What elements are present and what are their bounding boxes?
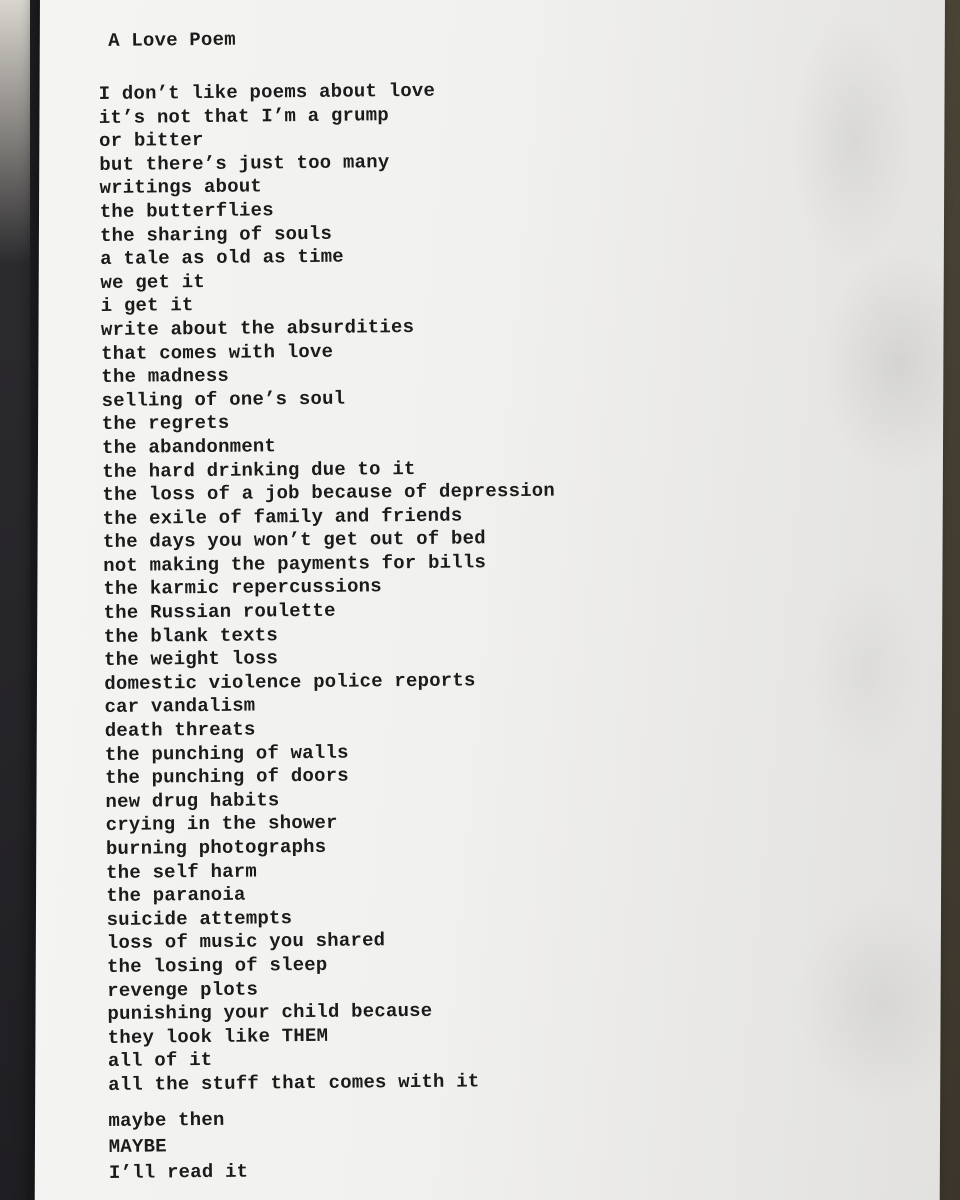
poem-line: they look like THEM <box>107 1024 329 1049</box>
poem-line: the karmic repercussions <box>103 575 382 601</box>
poem-line: crying in the shower <box>105 812 338 837</box>
poem-line: that comes with love <box>101 340 334 365</box>
poem-line: suicide attempts <box>106 906 293 931</box>
poem-line: the paranoia <box>106 883 246 908</box>
poem-ending-line: maybe then <box>108 1108 225 1132</box>
poem-line: domestic violence police reports <box>104 669 476 695</box>
poem-line: the hard drinking due to it <box>102 457 416 483</box>
poem-line: death threats <box>104 718 256 742</box>
poem-line: write about the absurdities <box>100 315 415 341</box>
poem-line: all the stuff that comes with it <box>108 1070 480 1096</box>
poem-line: it’s not that I’m a grump <box>98 103 390 129</box>
poem-line: not making the payments for bills <box>103 551 487 577</box>
paper-crease-shading <box>640 0 945 1200</box>
poem-ending-line: MAYBE <box>108 1134 167 1158</box>
poem-line: a tale as old as time <box>100 245 344 271</box>
poem-line: the Russian roulette <box>103 599 336 625</box>
poem-line: the sharing of souls <box>99 222 333 247</box>
poem-line: i get it <box>100 294 194 318</box>
poem-title: A Love Poem <box>108 28 236 52</box>
poem-line: the punching of walls <box>104 741 349 766</box>
poem-line: the abandonment <box>101 435 277 459</box>
poem-line: the madness <box>101 364 230 389</box>
poem-line: the punching of doors <box>105 764 349 790</box>
poem-line: the self harm <box>106 860 258 884</box>
poem-line: the butterflies <box>99 199 274 223</box>
poem-line: selling of one’s soul <box>101 387 346 412</box>
poem-line: loss of music you shared <box>106 929 386 955</box>
poem-line: all of it <box>107 1049 213 1073</box>
poem-line: the losing of sleep <box>106 953 328 978</box>
poem-line: new drug habits <box>105 789 280 813</box>
poem-line: the weight loss <box>103 647 279 672</box>
poem-line: the exile of family and friends <box>102 504 463 530</box>
poem-line: punishing your child because <box>107 999 433 1026</box>
poem-line: I don’t like poems about love <box>98 79 436 105</box>
poem-line: the days you won’t get out of bed <box>102 527 486 554</box>
background-edge <box>0 0 30 1200</box>
poem-line: writings about <box>99 175 263 200</box>
poem-ending <box>108 1103 561 1185</box>
poem-line: burning photographs <box>105 835 327 860</box>
poem-line: the regrets <box>101 412 230 436</box>
poem-line: car vandalism <box>104 694 256 719</box>
poem-text <box>98 22 562 1186</box>
poem-ending-line: I’ll read it <box>108 1160 249 1184</box>
poem-line: the blank texts <box>103 623 278 648</box>
poem-body <box>99 79 561 1098</box>
poem-line: the loss of a job because of depression <box>102 479 556 507</box>
poem-line: revenge plots <box>107 978 259 1002</box>
poem-line: or bitter <box>99 129 204 153</box>
poem-line: but there’s just too many <box>99 150 390 176</box>
poem-line: we get it <box>100 270 205 294</box>
